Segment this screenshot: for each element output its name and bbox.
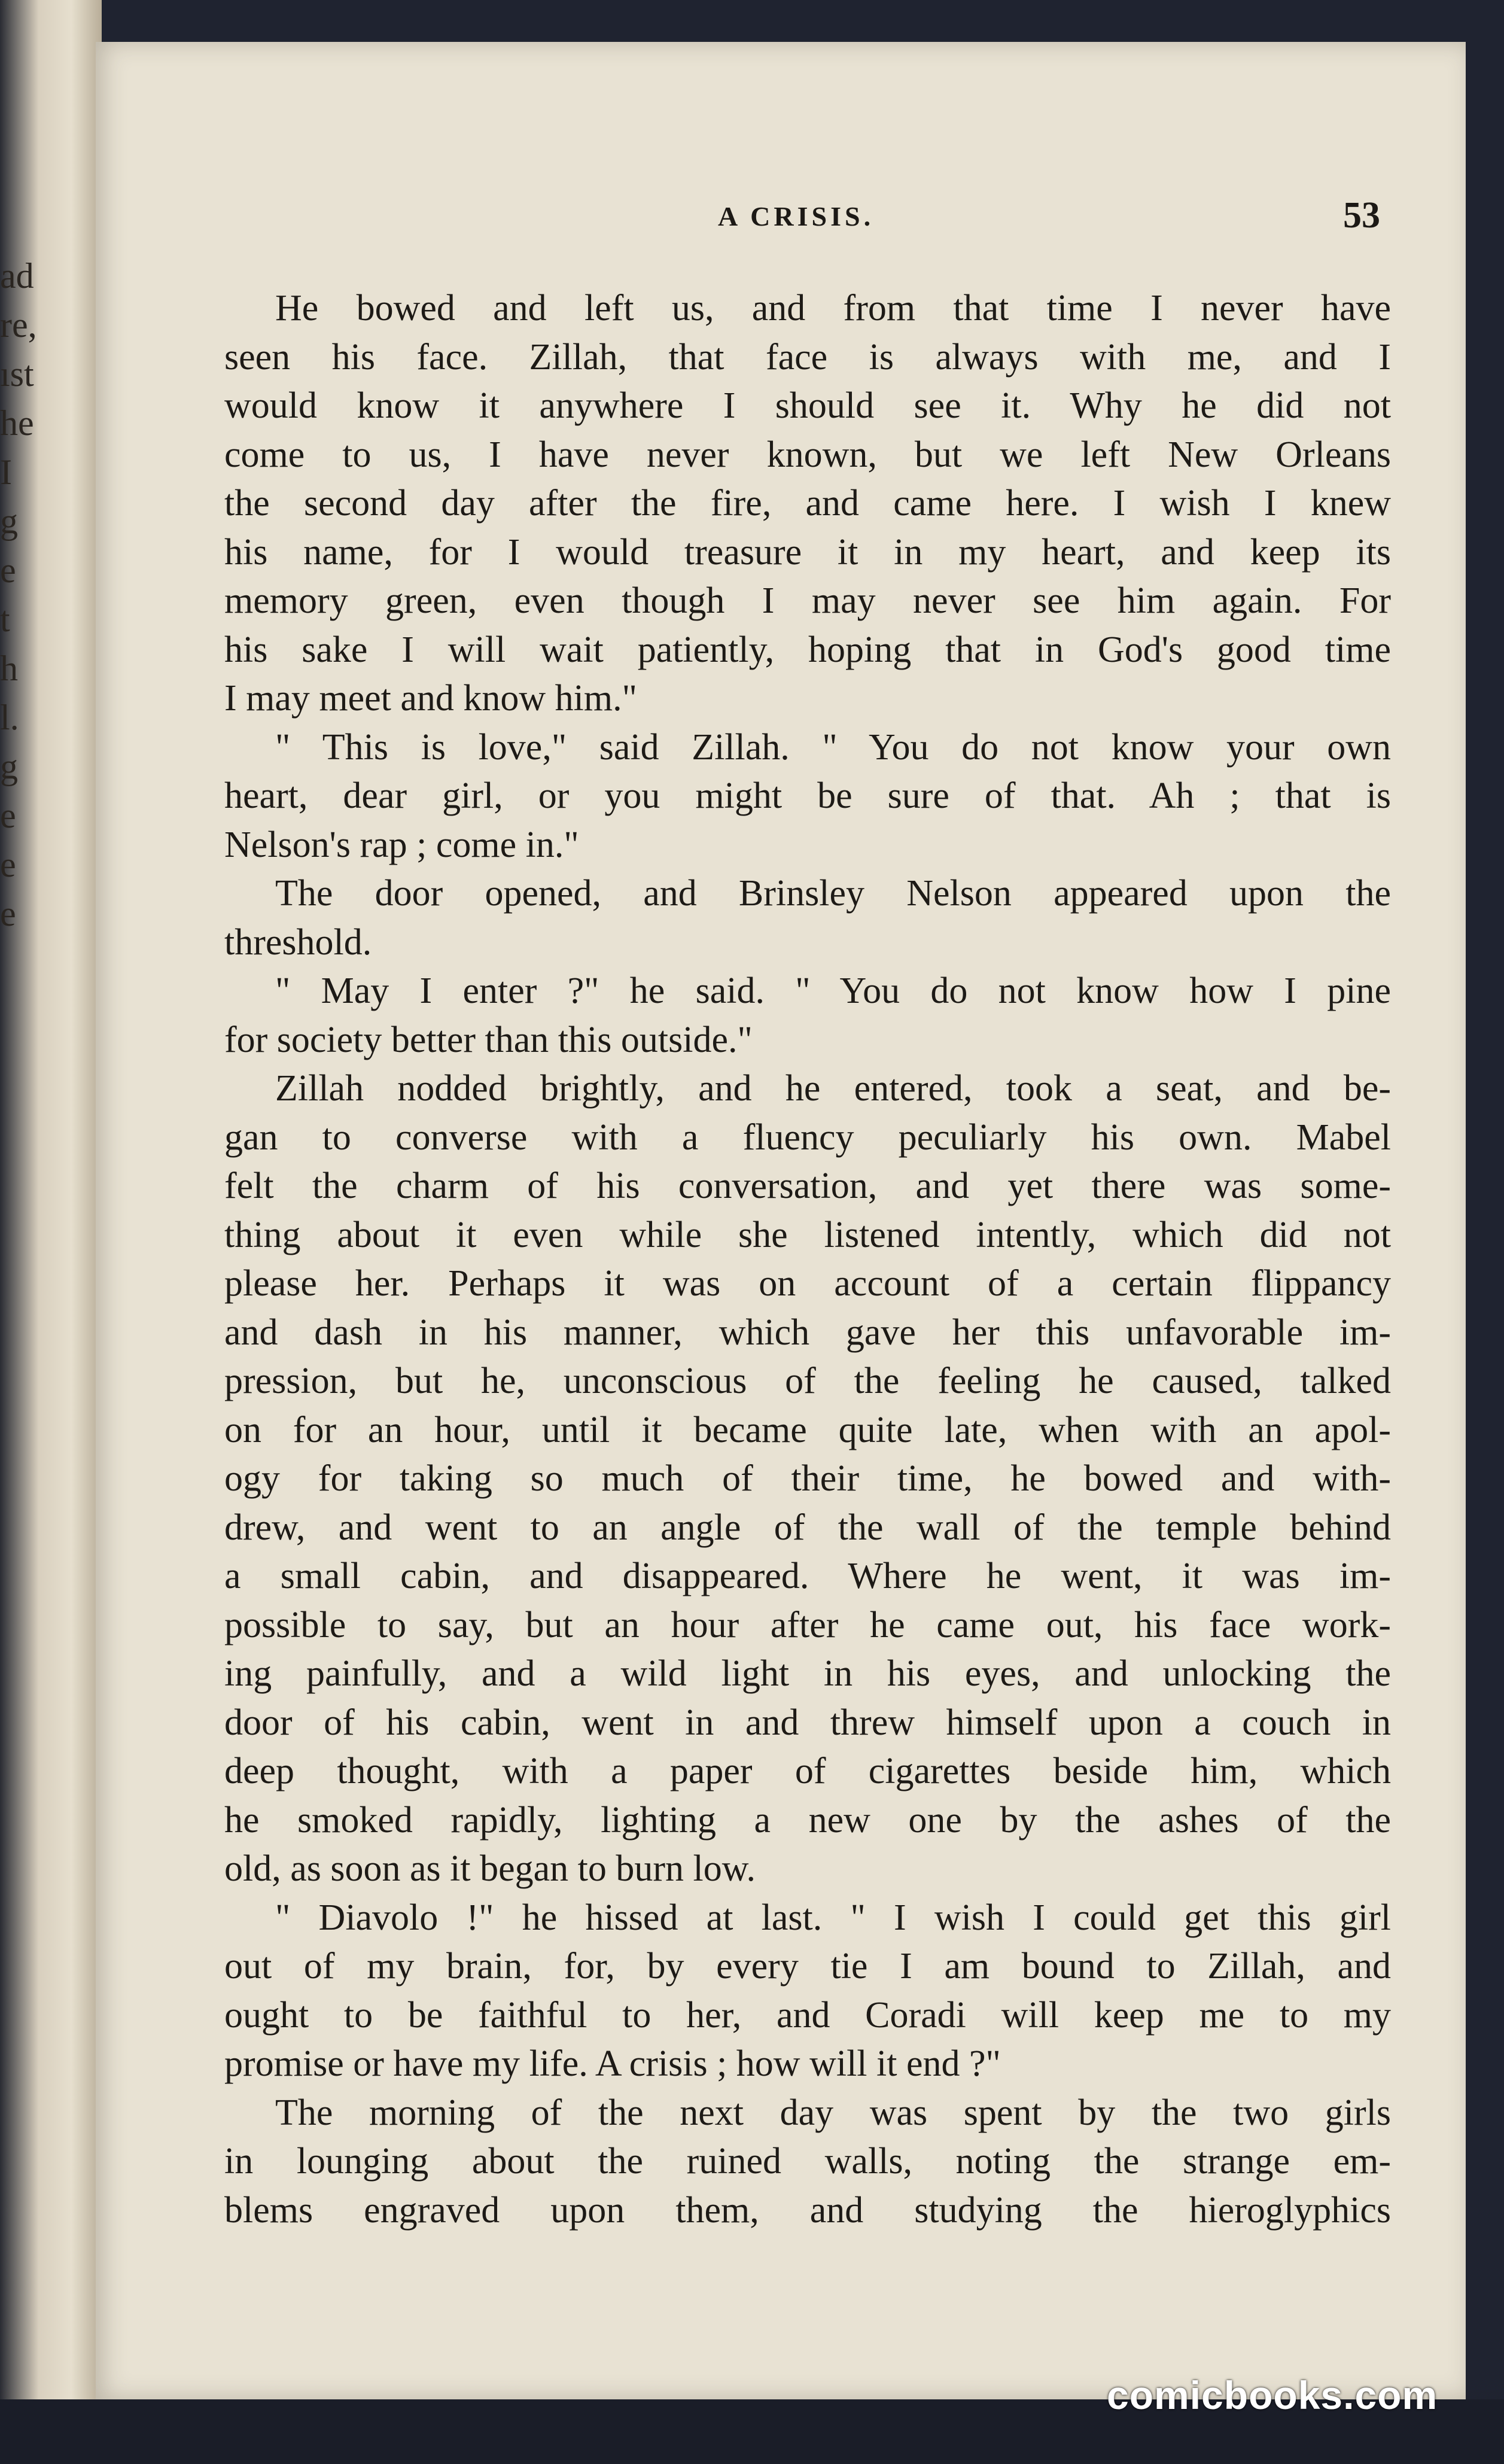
text-line: his name, for I would treasure it in my heart, and keep its — [224, 531, 1391, 573]
previous-page-fragment: g — [0, 747, 18, 786]
text-line: out of my brain, for, by every tie I am bound to Zillah, and — [224, 1946, 1391, 1987]
text-line: promise or have my life. A crisis ; how will it end ?" — [224, 2043, 1001, 2084]
text-line: deep thought, with a paper of cigarettes beside him, which — [224, 1751, 1391, 1791]
previous-page-fragment: g — [0, 501, 18, 541]
text-line: ought to be faithful to her, and Coradi will keep me to my — [224, 1994, 1391, 2036]
text-line: memory green, even though I may never see him again. For — [224, 580, 1391, 621]
previous-page-fragment: re, — [0, 305, 37, 345]
text-line: " Diavolo !" he hissed at last. " I wish I could get this girl — [275, 1897, 1391, 1938]
running-head: A CRISIS. — [718, 201, 875, 232]
previous-page-fragment: ad — [0, 256, 34, 296]
text-line: old, as soon as it began to burn low. — [224, 1848, 756, 1889]
page-sheet — [96, 42, 1466, 2399]
text-line: on for an hour, until it became quite late, when with an apol- — [224, 1409, 1391, 1450]
previous-page-text-fragments — [0, 251, 90, 938]
text-line: thing about it even while she listened intently, which did not — [224, 1214, 1391, 1255]
text-line: threshold. — [224, 921, 372, 963]
text-line: please her. Perhaps it was on account of a certain flippancy — [224, 1263, 1391, 1304]
text-line: heart, dear girl, or you might be sure of that. Ah ; that is — [224, 775, 1391, 816]
text-line: and dash in his manner, which gave her this unfavorable im- — [224, 1312, 1391, 1353]
previous-page-fragment: I — [0, 452, 12, 492]
text-line: " May I enter ?" he said. " You do not know how I pine — [275, 971, 1391, 1011]
text-line: seen his face. Zillah, that face is always with me, and I — [224, 336, 1391, 378]
text-line: Zillah nodded brightly, and he entered, took a seat, and be- — [275, 1068, 1391, 1109]
previous-page-fragment: he — [0, 403, 34, 443]
text-line: pression, but he, unconscious of the feeling he caused, talked — [224, 1361, 1391, 1401]
text-line: The morning of the next day was spent by the two girls — [275, 2092, 1391, 2133]
text-line: door of his cabin, went in and threw himself upon a couch in — [224, 1702, 1391, 1743]
text-line: his sake I will wait patiently, hoping that in God's good time — [224, 629, 1391, 670]
text-line: the second day after the fire, and came here. I wish I knew — [224, 483, 1391, 524]
text-line: blems engraved upon them, and studying the hieroglyphics — [224, 2189, 1391, 2231]
text-line: in lounging about the ruined walls, noting the strange em- — [224, 2141, 1391, 2182]
text-line: I may meet and know him." — [224, 678, 637, 719]
text-line: The door opened, and Brinsley Nelson appeared upon the — [275, 873, 1391, 914]
page-number: 53 — [1343, 195, 1380, 236]
text-line: " This is love," said Zillah. " You do not know your own — [275, 726, 1391, 768]
previous-page-fragment: t — [0, 600, 10, 639]
previous-page-edge — [0, 0, 102, 2464]
text-line: Nelson's rap ; come in." — [224, 824, 579, 865]
previous-page-fragment: h — [0, 649, 18, 688]
text-line: a small cabin, and disappeared. Where he went, it was im- — [224, 1556, 1391, 1596]
text-line: come to us, I have never known, but we left New Orleans — [224, 434, 1391, 475]
previous-page-fragment: l. — [0, 698, 19, 737]
text-line: for society better than this outside." — [224, 1019, 753, 1060]
text-line: he smoked rapidly, lighting a new one by the ashes of the — [224, 1799, 1391, 1841]
previous-page-fragment: e — [0, 796, 16, 835]
text-line: He bowed and left us, and from that time I never have — [275, 288, 1391, 328]
previous-page-fragment: e — [0, 550, 16, 590]
watermark: comicbooks.com — [1107, 2373, 1438, 2417]
body-text — [224, 284, 1391, 2235]
text-line: ogy for taking so much of their time, he bowed and with- — [224, 1458, 1391, 1499]
text-line: gan to converse with a fluency peculiarly his own. Mabel — [224, 1117, 1391, 1158]
text-line: possible to say, but an hour after he came out, his face work- — [224, 1604, 1391, 1645]
text-line: ing painfully, and a wild light in his eyes, and unlocking the — [224, 1653, 1391, 1694]
previous-page-fragment: ıst — [0, 354, 34, 394]
previous-page-fragment: e — [0, 894, 16, 933]
previous-page-fragment: e — [0, 845, 16, 884]
text-line: drew, and went to an angle of the wall of the temple behind — [224, 1507, 1391, 1548]
text-line: would know it anywhere I should see it. Why he did not — [224, 385, 1391, 426]
text-line: felt the charm of his conversation, and yet there was some- — [224, 1166, 1391, 1206]
